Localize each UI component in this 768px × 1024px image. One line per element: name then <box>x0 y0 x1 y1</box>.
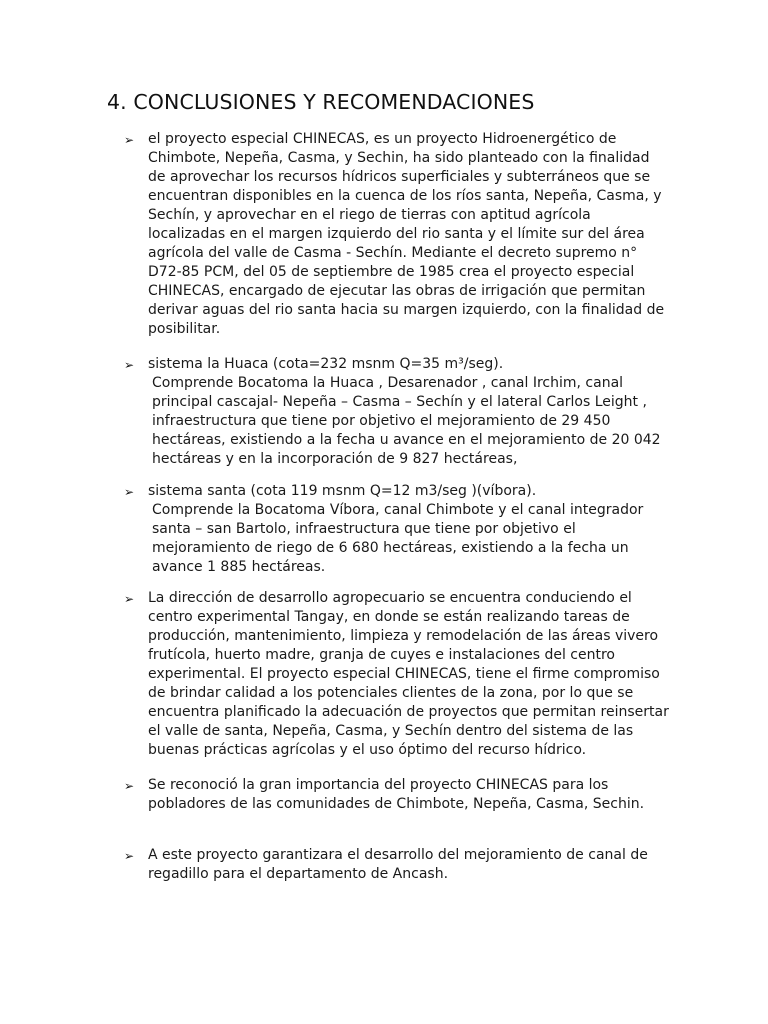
text-line: de aprovechar los recursos hídricos superficiales y subterráneos que se <box>148 169 651 185</box>
text-line: santa – san Bartolo, infraestructura que tiene por objetivo el <box>152 521 576 537</box>
text-line: regadillo para el departamento de Ancash. <box>148 866 449 882</box>
list-item <box>124 846 724 884</box>
text-line: centro experimental Tangay, en donde se están realizando tareas de <box>148 609 630 625</box>
text-line: Sechín, y aprovechar en el riego de tierras con aptitud agrícola <box>148 207 591 223</box>
arrow-bullet-icon: ➢ <box>124 358 135 372</box>
text-line: hectáreas y en la incorporación de 9 827 hectáreas, <box>152 451 518 467</box>
text-line: buenas prácticas agrícolas y el uso óptimo del recurso hídrico. <box>148 742 587 758</box>
list-item <box>124 482 724 577</box>
list-item <box>124 355 724 469</box>
text-line: Chimbote, Nepeña, Casma, y Sechin, ha sido planteado con la finalidad <box>148 150 650 166</box>
text-line: Se reconoció la gran importancia del proyecto CHINECAS para los <box>148 777 609 793</box>
text-line: localizadas en el margen izquierdo del rio santa y el límite sur del área <box>148 226 645 242</box>
text-line: sistema santa (cota 119 msnm Q=12 m3/seg )(víbora). <box>148 483 537 499</box>
text-line: derivar aguas del rio santa hacia su margen izquierdo, con la finalidad de <box>148 302 665 318</box>
text-line: A este proyecto garantizara el desarrollo del mejoramiento de canal de <box>148 847 648 863</box>
text-line: mejoramiento de riego de 6 680 hectáreas, existiendo a la fecha un <box>152 540 629 556</box>
arrow-bullet-icon: ➢ <box>124 485 135 499</box>
arrow-bullet-icon: ➢ <box>124 779 135 793</box>
list-item <box>124 776 724 814</box>
text-line: hectáreas, existiendo a la fecha u avance en el mejoramiento de 20 042 <box>152 432 661 448</box>
text-line: encuentran disponibles en la cuenca de los ríos santa, Nepeña, Casma, y <box>148 188 662 204</box>
arrow-bullet-icon: ➢ <box>124 849 135 863</box>
text-line: el valle de santa, Nepeña, Casma, y Sechín dentro del sistema de las <box>148 723 634 739</box>
text-line: frutícola, huerto madre, granja de cuyes e instalaciones del centro <box>148 647 615 663</box>
list-item <box>124 589 724 760</box>
text-line: avance 1 885 hectáreas. <box>152 559 326 575</box>
text-line: CHINECAS, encargado de ejecutar las obras de irrigación que permitan <box>148 283 646 299</box>
text-line: agrícola del valle de Casma - Sechín. Mediante el decreto supremo n° <box>148 245 638 261</box>
text-line: Comprende la Bocatoma Víbora, canal Chimbote y el canal integrador <box>152 502 644 518</box>
text-line: pobladores de las comunidades de Chimbote, Nepeña, Casma, Sechin. <box>148 796 645 812</box>
list-item <box>124 130 724 339</box>
text-line: experimental. El proyecto especial CHINECAS, tiene el firme compromiso <box>148 666 660 682</box>
arrow-bullet-icon: ➢ <box>124 592 135 606</box>
text-line: de brindar calidad a los potenciales clientes de la zona, por lo que se <box>148 685 634 701</box>
text-line: La dirección de desarrollo agropecuario se encuentra conduciendo el <box>148 590 632 606</box>
text-line: encuentra planificado la adecuación de proyectos que permitan reinsertar <box>148 704 669 720</box>
text-line: sistema la Huaca (cota=232 msnm Q=35 m³/seg). <box>148 356 504 372</box>
section-heading: 4. CONCLUSIONES Y RECOMENDACIONES <box>107 90 535 114</box>
text-line: D72-85 PCM, del 05 de septiembre de 1985 crea el proyecto especial <box>148 264 635 280</box>
text-line: producción, mantenimiento, limpieza y remodelación de las áreas vivero <box>148 628 659 644</box>
text-line: Comprende Bocatoma la Huaca , Desarenador , canal Irchim, canal <box>152 375 624 391</box>
text-line: posibilitar. <box>148 321 221 337</box>
arrow-bullet-icon: ➢ <box>124 133 135 147</box>
text-line: principal cascajal- Nepeña – Casma – Sechín y el lateral Carlos Leight , <box>152 394 647 410</box>
text-line: el proyecto especial CHINECAS, es un proyecto Hidroenergético de <box>148 131 617 147</box>
text-line: infraestructura que tiene por objetivo el mejoramiento de 29 450 <box>152 413 611 429</box>
